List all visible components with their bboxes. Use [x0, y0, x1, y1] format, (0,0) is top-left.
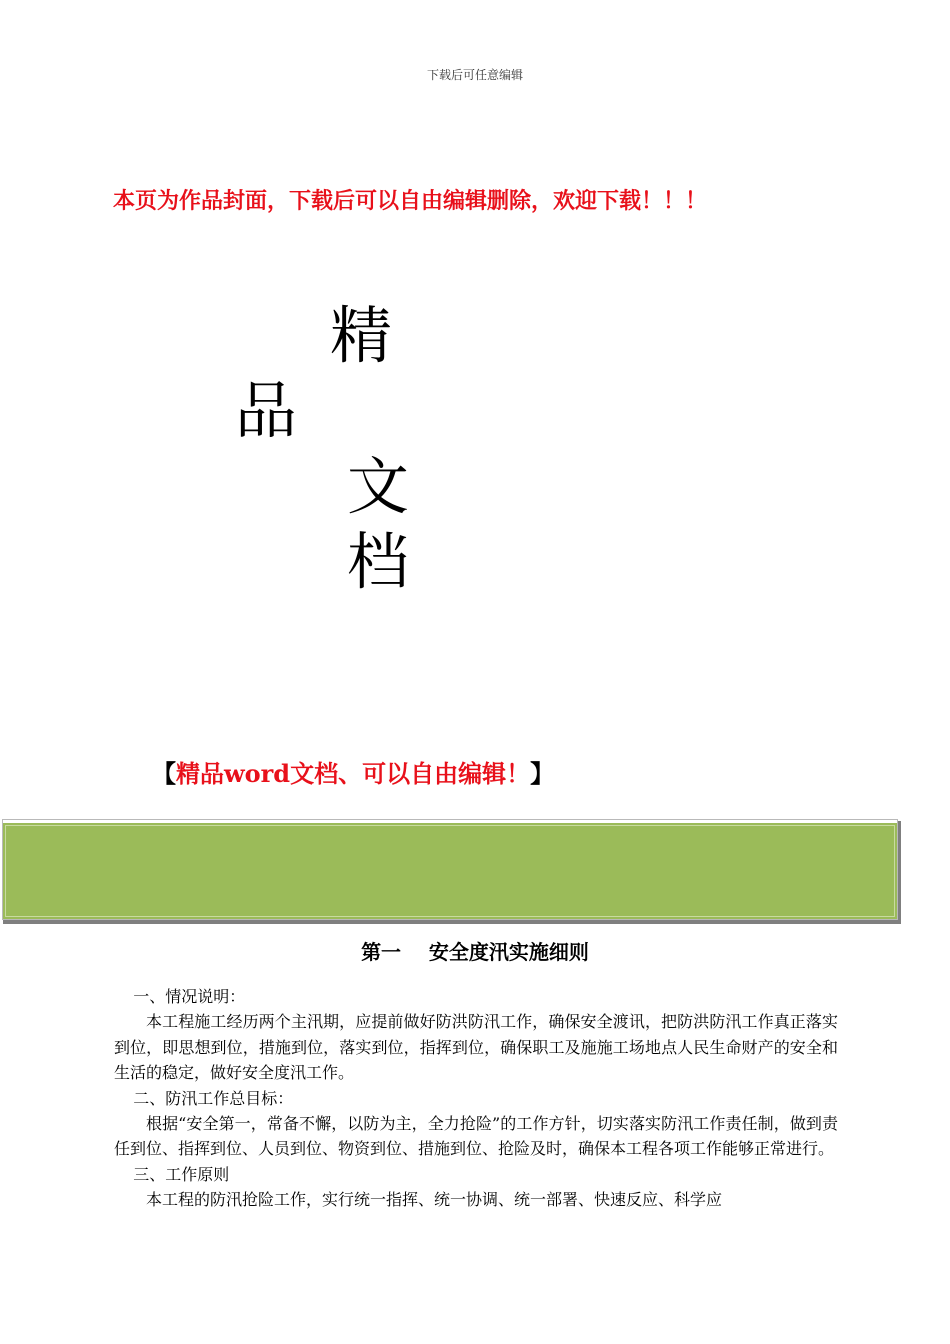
cover-char-pin: 品 — [235, 374, 298, 447]
section-heading-situation: 一、情况说明： — [133, 987, 246, 1006]
cover-char-wen: 文 — [347, 450, 410, 523]
green-banner-inner-border — [5, 825, 895, 917]
paragraph-situation: 本工程施工经历两个主汛期，应提前做好防洪防汛工作，确保安全渡讯，把防洪防汛工作真正落实到位，即思想到位，措施到位，落实到位，指挥到位，确保职工及施施工场地点人民生命财产的安全和生活的稳定，做好安全度汛工作。 — [114, 1012, 838, 1083]
paragraph-principle: 本工程的防汛抢险工作，实行统一指挥、统一协调、统一部署、快速反应、科学应 — [146, 1190, 723, 1210]
cover-char-dang: 档 — [347, 525, 410, 598]
subtitle-close-bracket: 】 — [530, 759, 555, 788]
section-heading-goal: 二、防汛工作总目标： — [133, 1088, 294, 1108]
cover-notice: 本页为作品封面，下载后可以自由编辑删除，欢迎下载！！！ — [113, 188, 708, 214]
section-heading-principle: 三、工作原则 — [133, 1164, 230, 1184]
header-note: 下载后可任意编辑 — [426, 68, 523, 82]
subtitle-text: 精品word文档、可以自由编辑！ — [176, 759, 531, 788]
section-title: 第一 安全度汛实施细则 — [361, 940, 589, 964]
cover-char-jing: 精 — [330, 299, 393, 372]
cover-subtitle — [152, 754, 554, 789]
paragraph-goal: 根据“安全第一，常备不懈，以防为主，全力抢险”的工作方针，切实落实防汛工作责任制，做到责任到位、指挥到位、人员到位、物资到位、措施到位、抢险及时，确保本工程各项工作能够正常进行。 — [114, 1114, 838, 1159]
section-body — [114, 984, 838, 1213]
subtitle-open-bracket: 【 — [152, 759, 176, 788]
green-banner — [3, 820, 897, 919]
